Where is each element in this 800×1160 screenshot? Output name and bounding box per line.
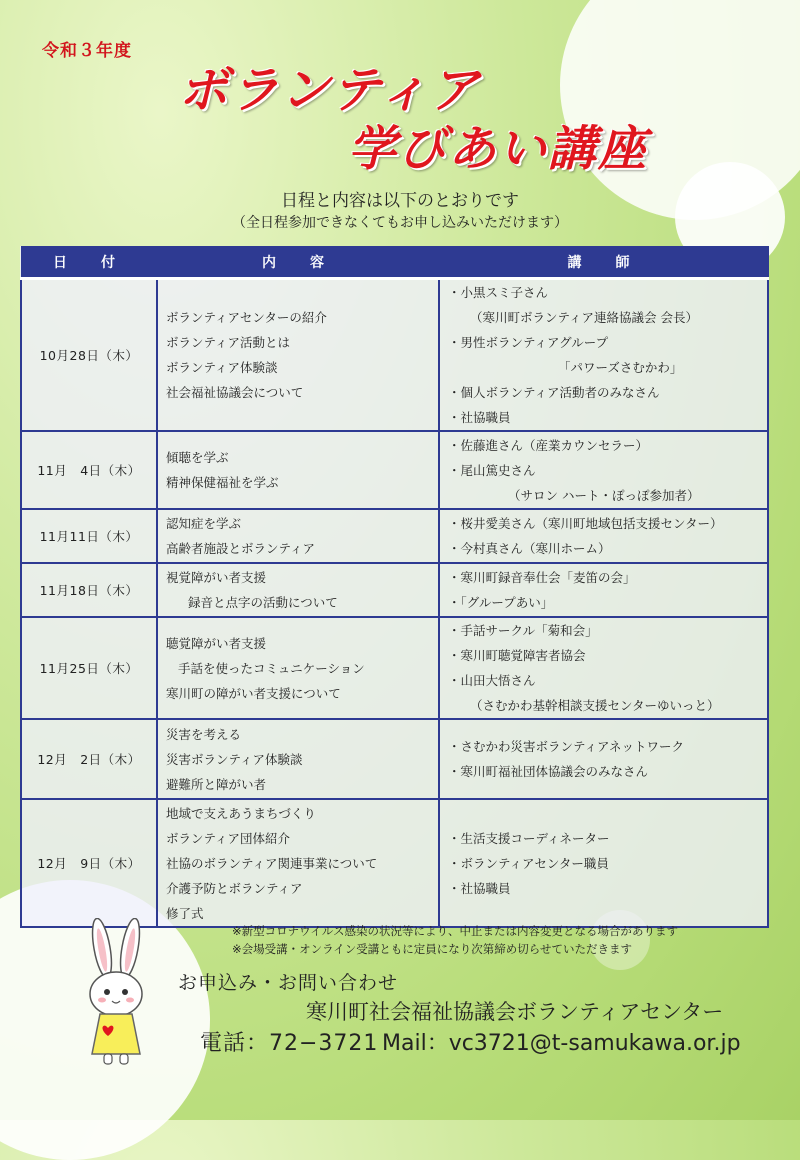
instructor-line: ・手話サークル「菊和会」	[448, 623, 598, 638]
session-date: 11月 4日（木）	[21, 431, 157, 509]
content-line: ボランティア団体紹介	[166, 830, 291, 846]
session-instructors	[439, 431, 768, 509]
schedule-subtitle: 日程と内容は以下のとおりです	[281, 191, 519, 211]
session-date: 10月28日（木）	[21, 279, 157, 432]
session-content	[157, 799, 439, 927]
table-row	[21, 799, 768, 927]
instructor-line: ・尾山篤史さん	[448, 462, 536, 478]
instructor-line: 「パワーズさむかわ」	[558, 360, 683, 375]
session-date: 11月18日（木）	[21, 563, 157, 617]
content-line: 地域で支えあうまちづくり	[166, 805, 316, 821]
session-instructors	[439, 617, 768, 719]
session-content	[157, 509, 439, 563]
session-content	[157, 719, 439, 799]
instructor-line: ・さむかわ災害ボランティアネットワーク	[448, 739, 685, 754]
table-row	[21, 279, 768, 432]
content-line: 高齢者施設とボランティア	[166, 541, 316, 556]
contact-email: Mail：vc3721@t-samukawa.or.jp	[382, 1031, 741, 1056]
contact-organization: 寒川町社会福祉協議会ボランティアセンター	[306, 1000, 724, 1024]
instructor-line: ・小黒スミ子さん	[448, 285, 549, 300]
contact-phone: 電話：72−3721	[200, 1031, 379, 1056]
contact-heading: お申込み・お問い合わせ	[178, 972, 399, 994]
instructor-line: ・寒川町福祉団体協議会のみなさん	[448, 764, 649, 779]
instructor-line: ・個人ボランティア活動者のみなさん	[448, 385, 660, 400]
content-line: 修了式	[166, 905, 204, 921]
table-row	[21, 617, 768, 719]
content-line: 聴覚障がい者支援	[166, 635, 267, 651]
content-line: 精神保健福祉を学ぶ	[166, 475, 279, 490]
session-instructors	[439, 509, 768, 563]
title-line-1: ボランティア	[178, 61, 480, 119]
content-line: 介護予防とボランティア	[166, 880, 303, 896]
session-instructors	[439, 279, 768, 432]
session-instructors	[439, 719, 768, 799]
session-date: 12月 2日（木）	[21, 719, 157, 799]
table-header-row	[21, 247, 768, 279]
header-instructor: 講 師	[439, 247, 768, 279]
table-row	[21, 509, 768, 563]
content-line: 社協のボランティア関連事業について	[166, 855, 378, 871]
instructor-line: ・寒川町聴覚障害者協会	[448, 648, 586, 663]
instructor-line: （さむかわ基幹相談支援センターゆいっと）	[470, 698, 720, 713]
instructor-line: ・社協職員	[448, 410, 511, 425]
header-content: 内 容	[157, 247, 439, 279]
instructor-line: ・寒川町録音奉仕会「麦笛の会」	[448, 570, 636, 585]
session-date: 11月11日（木）	[21, 509, 157, 563]
session-content	[157, 431, 439, 509]
rabbit-mascot-icon	[66, 918, 166, 1068]
header-date: 日 付	[21, 247, 157, 279]
instructor-line: （サロン ハート・ぽっぽ参加者）	[508, 487, 700, 503]
instructor-line: ・ボランティアセンター職員	[448, 855, 609, 871]
instructor-line: ・「グループあい」	[448, 595, 554, 610]
content-line: 寒川町の障がい者支援について	[166, 685, 341, 701]
content-line: 録音と点字の活動について	[188, 595, 338, 610]
content-line: 視覚障がい者支援	[166, 570, 267, 585]
notes	[232, 922, 678, 958]
content-line: 避難所と障がい者	[166, 776, 267, 792]
content-line: 認知症を学ぶ	[166, 516, 242, 531]
content-line: 災害ボランティア体験談	[166, 751, 303, 767]
content-line: 手話を使ったコミュニケーション	[178, 660, 365, 676]
session-instructors	[439, 799, 768, 927]
note-line: ※会場受講・オンライン受講ともに定員になり次第締め切らせていただきます	[232, 942, 632, 956]
instructor-line: ・桜井愛美さん（寒川町地域包括支援センター）	[448, 516, 723, 531]
instructor-line: ・男性ボランティアグループ	[448, 335, 609, 350]
session-date: 12月 9日（木）	[21, 799, 157, 927]
content-line: 社会福祉協議会について	[166, 385, 304, 400]
instructor-line: ・山田大悟さん	[448, 673, 536, 688]
title-line-2: 学びあい講座	[348, 121, 649, 177]
session-content	[157, 279, 439, 432]
session-date: 11月25日（木）	[21, 617, 157, 719]
content-line: ボランティアセンターの紹介	[166, 310, 327, 325]
instructor-line: ・社協職員	[448, 880, 511, 896]
table-row	[21, 563, 768, 617]
instructor-line: ・生活支援コーディネーター	[448, 830, 610, 846]
content-line: ボランティア体験談	[166, 360, 278, 375]
content-line: 災害を考える	[166, 726, 242, 742]
instructor-line: （寒川町ボランティア連絡協議会 会長）	[470, 310, 698, 325]
instructor-line: ・今村真さん（寒川ホーム）	[448, 541, 611, 556]
content-line: 傾聴を学ぶ	[166, 450, 229, 465]
session-content	[157, 563, 439, 617]
session-content	[157, 617, 439, 719]
session-instructors	[439, 563, 768, 617]
table-row	[21, 719, 768, 799]
instructor-line: ・佐藤進さん（産業カウンセラー）	[448, 437, 649, 453]
schedule-table	[20, 246, 769, 928]
fiscal-year-label: 令和３年度	[42, 41, 132, 61]
content-line: ボランティア活動とは	[166, 335, 291, 350]
schedule-subnote: （全日程参加できなくてもお申し込みいただけます）	[232, 215, 568, 231]
note-line: ※新型コロナウイルス感染の状況等により、中止または内容変更となる場合があります	[232, 924, 678, 938]
table-row	[21, 431, 768, 509]
